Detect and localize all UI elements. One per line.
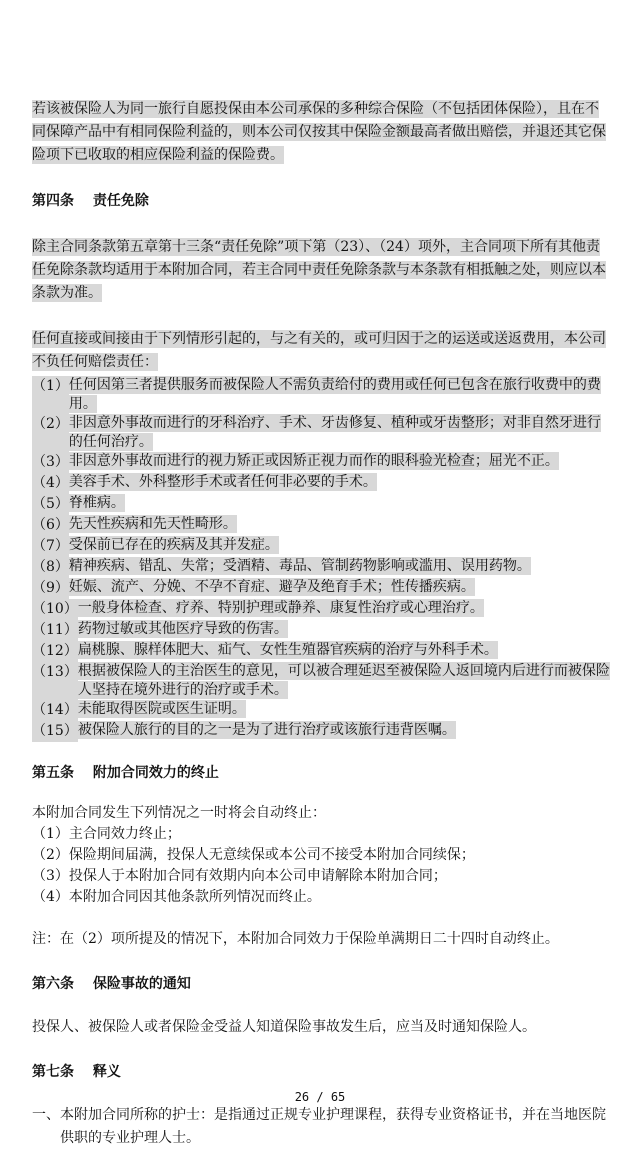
- item-number: （4）: [32, 473, 69, 494]
- item-number: （9）: [32, 578, 69, 599]
- article4-para2: [32, 328, 610, 374]
- exclusion-item: [32, 721, 610, 742]
- item-text: 任何因第三者提供服务而被保险人不需负责给付的费用或任何已包含在旅行收费中的费用。: [68, 377, 601, 412]
- item-number: （5）: [32, 494, 69, 515]
- item-text: 脊椎病。: [68, 495, 125, 511]
- item-number: （12）: [32, 641, 78, 662]
- item-number: （1）: [32, 376, 69, 414]
- exclusion-item: [32, 515, 610, 536]
- item-text: 美容手术、外科整形手术或者任何非必要的手术。: [68, 474, 377, 490]
- item-text: 未能取得医院或医生证明。: [77, 701, 246, 717]
- item-text: 本附加合同所称的护士：是指通过正规专业护理课程，获得专业资格证书，并在当地医院供职的专业护理人士。: [60, 1107, 606, 1146]
- item-text: 扁桃腺、腺样体肥大、疝气、女性生殖器官疾病的治疗与外科手术。: [77, 642, 498, 658]
- item-text: 受保前已存在的疾病及其并发症。: [68, 537, 279, 553]
- item-text: 药物过敏或其他医疗导致的伤害。: [77, 621, 288, 637]
- article6-text: 投保人、被保险人或者保险金受益人知道保险事故发生后，应当及时通知保险人。: [32, 1019, 536, 1035]
- page-number: 26 / 65: [294, 1090, 346, 1104]
- exclusion-item: [32, 620, 610, 641]
- item-number: 一、: [32, 1107, 60, 1123]
- article4-para1-text: 除主合同条款第五章第十三条“责任免除”项下第（23）、（24）项外，主合同项下所有其他责任免除条款均适用于本附加合同，若主合同中责任免除条款与本条款有相抵触之处，则应以本条款为准。: [32, 239, 606, 301]
- item-number: （4）: [32, 889, 69, 905]
- item-text: 主合同效力终止；: [68, 826, 181, 842]
- article6-heading: 第六条 保险事故的通知: [32, 976, 191, 992]
- termination-list: [32, 824, 610, 908]
- document-content: [32, 98, 610, 1150]
- termination-item: [32, 866, 610, 887]
- item-number: （10）: [32, 599, 78, 620]
- intro-paragraph-text: 若该被保险人为同一旅行自愿投保由本公司承保的多种综合保险（不包括团体保险），且在不同保障产品中有相同保险利益的，则本公司仅按其中保险金额最高者做出赔偿，并退还其它保险项下已收取的相应保险利益的保险费。: [32, 101, 606, 163]
- item-text: 非因意外事故而进行的视力矫正或因矫正视力而作的眼科验光检查；屈光不正。: [68, 453, 559, 469]
- definitions-list: [32, 1104, 610, 1150]
- item-text: 非因意外事故而进行的牙科治疗、手术、牙齿修复、植种或牙齿整形；对非自然牙进行的任何治疗。: [68, 415, 601, 450]
- article4-para1: [32, 236, 610, 305]
- exclusion-item: [32, 536, 610, 557]
- item-number: （8）: [32, 557, 69, 578]
- termination-item: [32, 887, 610, 908]
- exclusion-list: [32, 376, 610, 742]
- exclusion-item: [32, 376, 610, 414]
- termination-item: [32, 824, 610, 845]
- article4-para2-text: 任何直接或间接由于下列情形引起的，与之有关的，或可归因于之的运送或送返费用，本公司不负任何赔偿责任：: [32, 331, 606, 370]
- item-number: （6）: [32, 515, 69, 536]
- item-number: （1）: [32, 826, 69, 842]
- exclusion-item: [32, 473, 610, 494]
- exclusion-item: [32, 414, 610, 452]
- exclusion-item: [32, 494, 610, 515]
- exclusion-item: [32, 578, 610, 599]
- item-number: （2）: [32, 847, 69, 863]
- exclusion-item: [32, 700, 610, 721]
- article5-heading: 第五条 附加合同效力的终止: [32, 765, 219, 781]
- item-number: （2）: [32, 414, 69, 452]
- item-number: （3）: [32, 868, 69, 884]
- item-text: 被保险人旅行的目的之一是为了进行治疗或该旅行违背医嘱。: [77, 722, 456, 738]
- article5-intro: 本附加合同发生下列情况之一时将会自动终止：: [32, 805, 326, 821]
- article4-heading: 第四条 责任免除: [32, 193, 149, 209]
- item-text: 妊娠、流产、分娩、不孕不育症、避孕及绝育手术；性传播疾病。: [68, 579, 475, 595]
- exclusion-item: [32, 452, 610, 473]
- item-number: （7）: [32, 536, 69, 557]
- exclusion-item: [32, 557, 610, 578]
- exclusion-item: [32, 599, 610, 620]
- item-text: 先天性疾病和先天性畸形。: [68, 516, 237, 532]
- item-number: （13）: [32, 662, 78, 700]
- item-text: 保险期间届满，投保人无意续保或本公司不接受本附加合同续保；: [68, 847, 475, 863]
- definition-item: [32, 1104, 610, 1150]
- item-number: （15）: [32, 721, 78, 742]
- item-text: 根据被保险人的主治医生的意见，可以被合理延迟至被保险人返回境内后进行而被保险人坚持在境外进行的治疗或手术。: [77, 663, 610, 698]
- item-text: 投保人于本附加合同有效期内向本公司申请解除本附加合同；: [68, 868, 447, 884]
- intro-paragraph: [32, 98, 610, 167]
- termination-item: [32, 845, 610, 866]
- item-text: 精神疾病、错乱、失常；受酒精、毒品、管制药物影响或滥用、误用药物。: [68, 558, 531, 574]
- article5-note: 注：在（2）项所提及的情况下，本附加合同效力于保险单满期日二十四时自动终止。: [32, 931, 559, 947]
- exclusion-item: [32, 662, 610, 700]
- item-text: 本附加合同因其他条款所列情况而终止。: [68, 889, 321, 905]
- article7-heading: 第七条 释义: [32, 1064, 121, 1080]
- exclusion-item: [32, 641, 610, 662]
- item-number: （3）: [32, 452, 69, 473]
- item-number: （14）: [32, 700, 78, 721]
- item-text: 一般身体检查、疗养、特别护理或静养、康复性治疗或心理治疗。: [77, 600, 484, 616]
- item-number: （11）: [32, 620, 78, 641]
